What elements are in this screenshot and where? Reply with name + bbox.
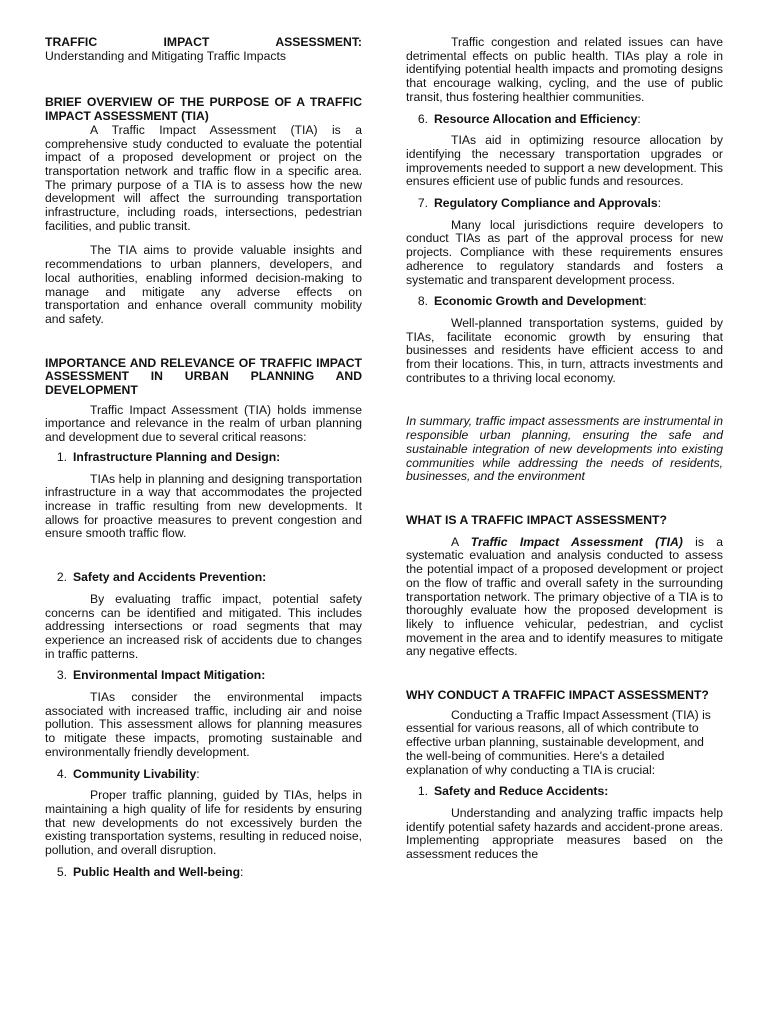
why-item-1 — [406, 785, 723, 799]
list-label: Public Health and Well-being — [73, 864, 241, 879]
list-item-8 — [406, 295, 723, 309]
list-label: Economic Growth and Development — [434, 294, 644, 309]
summary-paragraph: In summary, traffic impact assessments are instrumental in responsible urban planning, ensuring the safe and sustainable integration of new developments into existing communities while addressing the needs of residents, businesses, and the environment — [406, 414, 723, 484]
why-intro: Conducting a Traffic Impact Assessment (TIA) is essential for various reasons, all of which contribute to effective urban planning, sustainable development, and the well-being of communities. Here's a detailed explanation of why conducting a TIA is crucial: — [406, 707, 711, 777]
document-subtitle: Understanding and Mitigating Traffic Impacts — [45, 48, 286, 63]
list-item-2 — [45, 571, 362, 585]
list-label: Safety and Reduce Accidents: — [434, 784, 609, 799]
list-number: 2. — [56, 570, 67, 585]
what-prefix: A — [451, 534, 459, 549]
overview-paragraph-1: A Traffic Impact Assessment (TIA) is a comprehensive study conducted to evaluate the potential impact of a proposed development or project on the transportation network and traffic flow in a specific area. The primary purpose of a TIA is to assess how the new development will affect the surrounding transportation infrastructure, including roads, intersections, pedestrian facilities, and public transit. — [45, 122, 362, 233]
list-label: Safety and Accidents Prevention: — [73, 570, 267, 585]
list-item-5-text: Traffic congestion and related issues can have detrimental effects on public health. TIAs play a role in identifying potential health impacts and promoting designs that encourage walking, cycling, and the use of public transit, thus fostering healthier communities. — [406, 35, 723, 104]
what-term: Traffic Impact Assessment (TIA) — [470, 534, 683, 549]
list-item-3-text: TIAs consider the environmental impacts associated with increased traffic, including air and noise pollution. This assessment allows for planning measures to mitigate these impacts, promoting sustainable and environmentally friendly development. — [45, 690, 362, 759]
left-column — [45, 36, 362, 879]
list-label: Infrastructure Planning and Design: — [73, 449, 281, 464]
list-label: Environmental Impact Mitigation: — [73, 668, 266, 683]
why-heading: WHY CONDUCT A TRAFFIC IMPACT ASSESSMENT? — [406, 688, 709, 703]
list-item-7-text: Many local jurisdictions require developers to conduct TIAs as part of the approval process for new projects. Compliance with these requirements ensures adherence to regulatory standards and fosters a systematic and transparent development process. — [406, 217, 723, 287]
list-label-colon: : — [643, 294, 647, 309]
list-number: 1. — [56, 449, 67, 464]
overview-heading: BRIEF OVERVIEW OF THE PURPOSE OF A TRAFFIC IMPACT ASSESSMENT (TIA) — [45, 95, 362, 124]
importance-intro: Traffic Impact Assessment (TIA) holds immense importance and relevance in the realm of urban planning and development due to several critical reasons: — [45, 402, 362, 445]
list-item-1-text: TIAs help in planning and designing transportation infrastructure in a way that accommodates the projected increase in traffic resulting from new developments. It allows for proactive measures to prevent congestion and ensure smooth traffic flow. — [45, 471, 362, 541]
list-label: Resource Allocation and Efficiency — [434, 111, 638, 126]
list-label-colon: : — [240, 864, 244, 879]
list-number: 5. — [56, 864, 67, 879]
what-paragraph — [406, 536, 723, 659]
list-number: 6. — [417, 111, 428, 126]
list-label-colon: : — [657, 196, 662, 211]
what-rest: is a systematic evaluation and analysis conducted to assess the potential impact of a proposed development or project on the flow of traffic and overall safety in the surrounding transportation network. The primary objective of a TIA is to thoroughly evaluate how the proposed development is likely to influence vehicular, pedestrian, and cyclist movement in the area and to identify measures to mitigate any negative effects. — [406, 534, 724, 659]
importance-heading: IMPORTANCE AND RELEVANCE OF TRAFFIC IMPACT ASSESSMENT IN URBAN PLANNING AND DEVELOPMENT — [45, 355, 362, 398]
list-label-colon: : — [196, 766, 200, 781]
list-number: 1. — [417, 784, 428, 799]
overview-paragraph-2: The TIA aims to provide valuable insights and recommendations to urban planners, developers, and local authorities, enabling informed decision-making to manage and mitigate any adverse effects on transportation and enhance overall community mobility and safety. — [45, 243, 362, 326]
why-item-1-text: Understanding and analyzing traffic impacts help identify potential safety hazards and accident-prone areas. Implementing appropriate measures based on the assessment reduces the — [406, 805, 723, 862]
list-label: Regulatory Compliance and Approvals — [434, 196, 658, 211]
list-label: Community Livability — [73, 766, 197, 781]
list-item-1 — [45, 451, 362, 465]
what-heading: WHAT IS A TRAFFIC IMPACT ASSESSMENT? — [406, 512, 667, 527]
list-item-6-text: TIAs aid in optimizing resource allocation by identifying the necessary transportation upgrades or improvements needed to support a new development. This ensures efficient use of public funds and resources. — [406, 133, 723, 189]
list-item-4-text: Proper traffic planning, guided by TIAs, helps in maintaining a high quality of life for residents by ensuring that new developments do not excessively burden the existing transportation systems, resulting in reduced noise, pollution, and overall disruption. — [45, 788, 362, 858]
list-item-7 — [406, 197, 723, 211]
list-item-3 — [45, 669, 362, 683]
list-number: 8. — [417, 294, 428, 309]
list-number: 7. — [417, 196, 428, 211]
document-title: TRAFFIC IMPACT ASSESSMENT: — [45, 35, 362, 49]
list-item-8-text: Well-planned transportation systems, guided by TIAs, facilitate economic growth by ensuring that businesses and residents have efficient access to and from their locations. This, in turn, attracts investments and contributes to a thriving local economy. — [406, 315, 723, 385]
list-item-6 — [406, 113, 723, 127]
list-number: 3. — [56, 668, 67, 683]
right-column — [406, 36, 723, 862]
list-label-colon: : — [637, 111, 641, 126]
list-item-5 — [45, 866, 362, 880]
list-number: 4. — [56, 766, 67, 781]
list-item-2-text: By evaluating traffic impact, potential safety concerns can be identified and mitigated. This includes addressing intersections or road segments that may experience an increased risk of accidents due to changes in traffic patterns. — [45, 591, 362, 661]
list-item-4 — [45, 768, 362, 782]
